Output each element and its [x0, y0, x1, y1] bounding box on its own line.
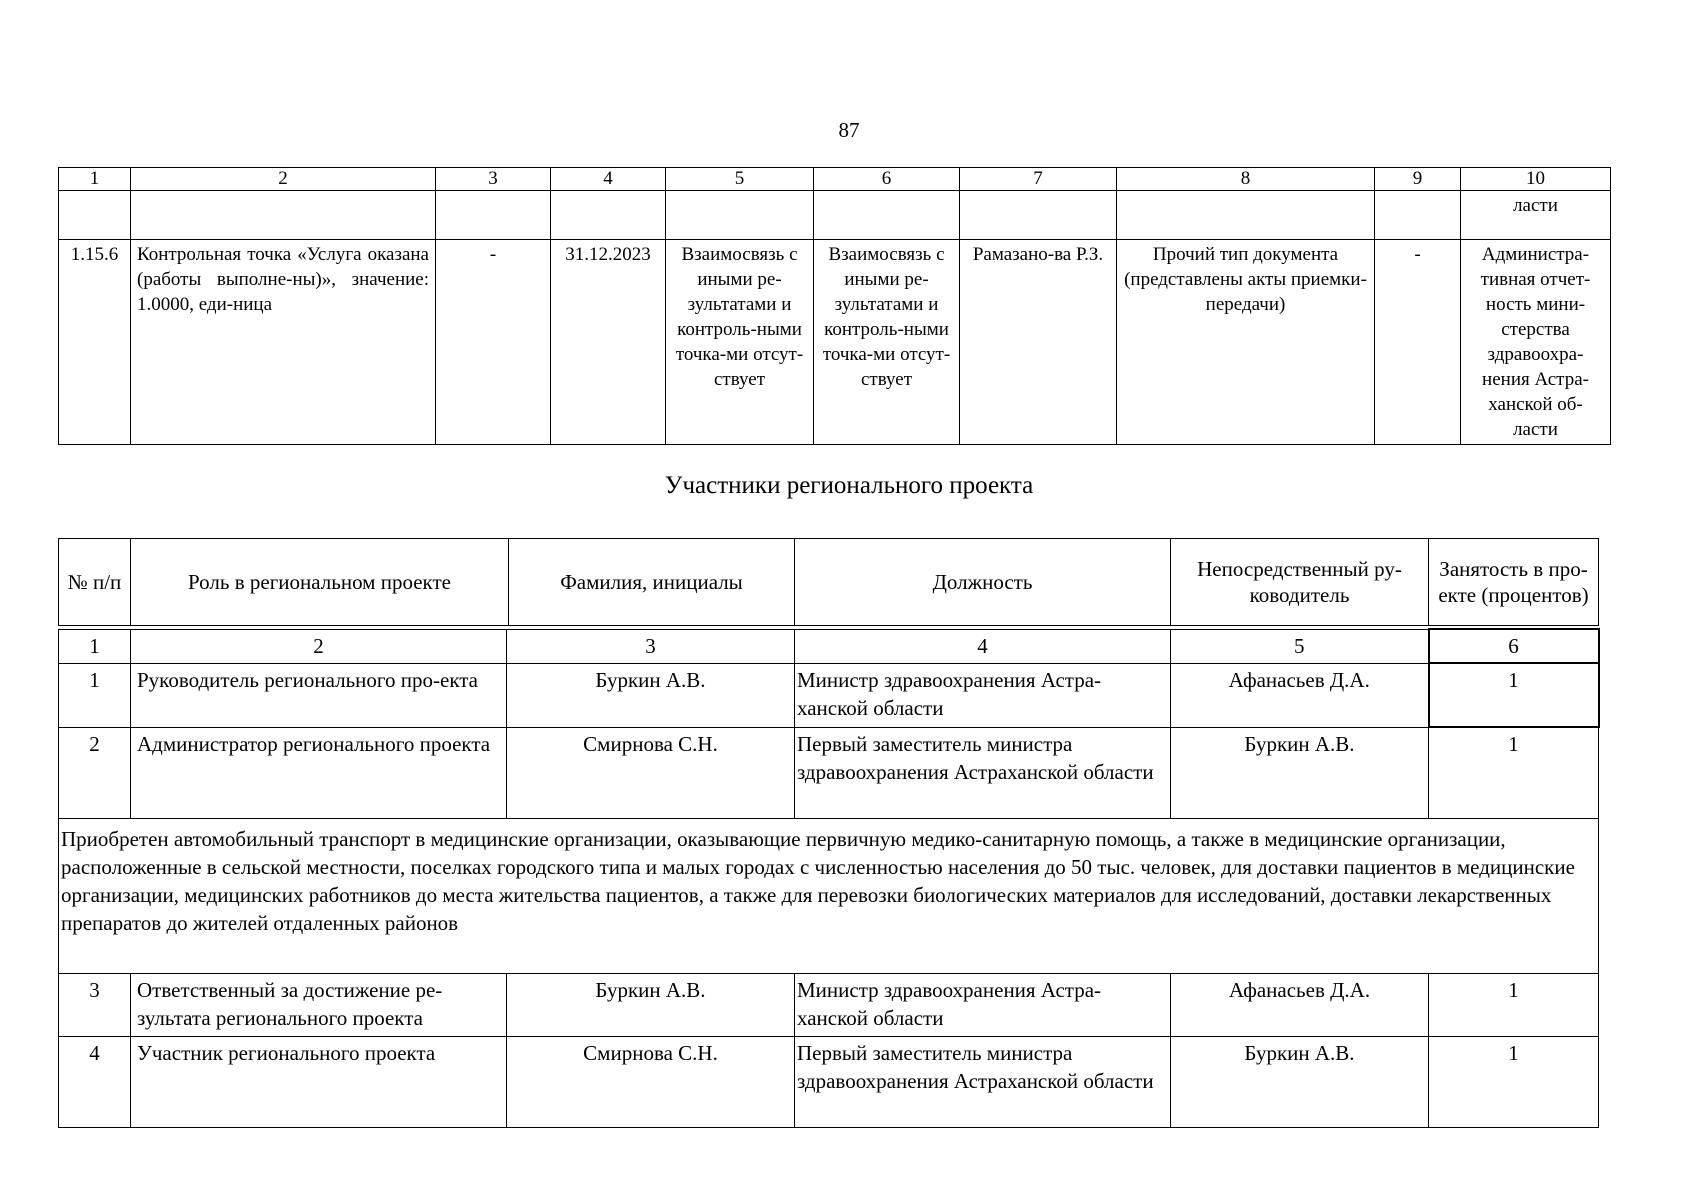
participant-number: 3 [59, 974, 131, 1037]
result-note-row [59, 819, 1599, 974]
cp-col3: - [436, 240, 551, 445]
table-row [59, 1037, 1599, 1128]
table-row [59, 974, 1599, 1037]
participant-position: Первый заместитель министра здравоохранения Астраханской области [795, 727, 1171, 819]
column-number: 5 [666, 168, 814, 191]
header-role: Роль в региональном проекте [131, 539, 509, 626]
participant-name: Буркин А.В. [507, 663, 795, 727]
participants-table [58, 628, 1600, 1128]
cp-col9: - [1375, 240, 1461, 445]
cp-col10: Администра-тивная отчет-ность мини-стерства здравоохра-нения Астра-ханской об-ласти [1461, 240, 1611, 445]
participants-table-header [58, 538, 1599, 626]
table-row [59, 727, 1599, 819]
column-number: 1 [59, 629, 131, 663]
participant-position: Министр здравоохранения Астра-ханской области [795, 974, 1171, 1037]
cp-col6: Взаимосвязь с иными ре-зультатами и контроль-ными точка-ми отсут-ствует [814, 240, 960, 445]
header-supervisor: Непосредственный ру-ководитель [1171, 539, 1429, 626]
participant-supervisor: Буркин А.В. [1171, 1037, 1429, 1128]
column-number: 6 [1429, 629, 1599, 663]
page-number: 87 [838, 118, 860, 142]
header-name: Фамилия, инициалы [509, 539, 795, 626]
cp-name: Контрольная точка «Услуга оказана (работы выполне-ны)», значение: 1.0000, еди-ница [131, 240, 436, 445]
participant-position: Первый заместитель министра здравоохранения Астраханской области [795, 1037, 1171, 1128]
column-number: 2 [131, 168, 436, 191]
participant-employment: 1 [1429, 663, 1599, 727]
participant-role: Руководитель регионального про-екта [131, 663, 507, 727]
participant-role: Участник регионального проекта [131, 1037, 507, 1128]
participant-position: Министр здравоохранения Астра-ханской области [795, 663, 1171, 727]
header-employment: Занятость в про-екте (процентов) [1429, 539, 1599, 626]
section-title: Участники регионального проекта [664, 472, 1034, 499]
participant-name: Буркин А.В. [507, 974, 795, 1037]
participant-number: 4 [59, 1037, 131, 1128]
column-number: 1 [59, 168, 131, 191]
column-number: 4 [795, 629, 1171, 663]
column-number-row [59, 168, 1611, 191]
cp-number: 1.15.6 [59, 240, 131, 445]
table-row [59, 240, 1611, 445]
column-number: 3 [436, 168, 551, 191]
participant-name: Смирнова С.Н. [507, 1037, 795, 1128]
column-number-row [59, 629, 1599, 663]
participant-role: Администратор регионального проекта [131, 727, 507, 819]
participant-name: Смирнова С.Н. [507, 727, 795, 819]
participant-employment: 1 [1429, 727, 1599, 819]
column-number: 5 [1171, 629, 1429, 663]
participant-number: 2 [59, 727, 131, 819]
continuation-row [59, 191, 1611, 240]
cp-document: Прочий тип документа (представлены акты приемки-передачи) [1117, 240, 1375, 445]
participant-supervisor: Афанасьев Д.А. [1171, 974, 1429, 1037]
participant-supervisor: Афанасьев Д.А. [1171, 663, 1429, 727]
cp-responsible: Рамазано-ва Р.З. [960, 240, 1117, 445]
column-number: 8 [1117, 168, 1375, 191]
column-number: 4 [551, 168, 666, 191]
header-position: Должность [795, 539, 1171, 626]
participant-number: 1 [59, 663, 131, 727]
column-number: 6 [814, 168, 960, 191]
column-number: 3 [507, 629, 795, 663]
cp-date: 31.12.2023 [551, 240, 666, 445]
column-number: 2 [131, 629, 507, 663]
control-points-table [58, 167, 1611, 445]
participant-role: Ответственный за достижение ре-зультата регионального проекта [131, 974, 507, 1037]
header-number: № п/п [59, 539, 131, 626]
participant-employment: 1 [1429, 974, 1599, 1037]
column-number: 10 [1461, 168, 1611, 191]
continuation-text: ласти [1461, 191, 1611, 240]
result-note: Приобретен автомобильный транспорт в медицинские организации, оказывающие первичную медико-санитарную помощь, а также в медицинские организации, расположенные в сельской местности, поселках городского типа и малых городах с численностью населения до 50 тыс. человек, для доставки пациентов в медицинские организации, медицинских работников до места жительства пациентов, а также для перевозки биологических материалов для исследований, доставки лекарственных препаратов до жителей отдаленных районов [59, 819, 1599, 974]
column-number: 9 [1375, 168, 1461, 191]
participant-supervisor: Буркин А.В. [1171, 727, 1429, 819]
table-row [59, 663, 1599, 727]
participant-employment: 1 [1429, 1037, 1599, 1128]
cp-col5: Взаимосвязь с иными ре-зультатами и контроль-ными точка-ми отсут-ствует [666, 240, 814, 445]
column-number: 7 [960, 168, 1117, 191]
